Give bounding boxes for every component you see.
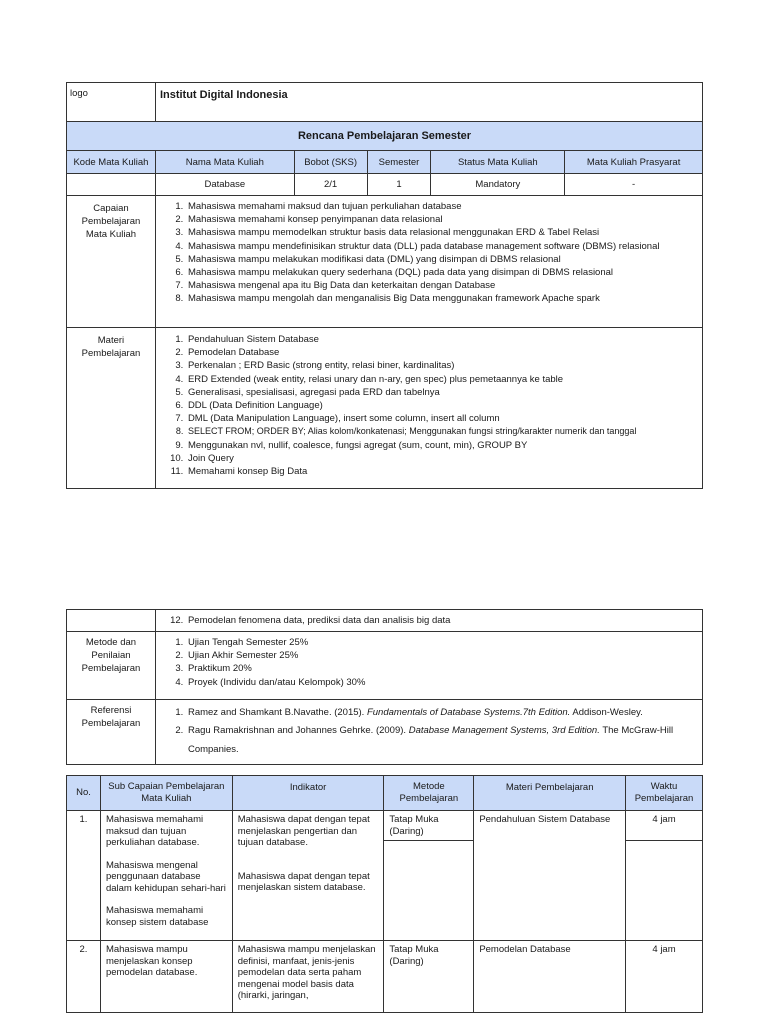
- materi-label: Materi Pembelajaran: [67, 328, 156, 489]
- value-status: Mandatory: [431, 174, 565, 196]
- row2-metode: Tatap Muka (Daring): [384, 941, 474, 1013]
- list-item: 3. Perkenalan ; ERD Basic (strong entity, relasi biner, kardinalitas): [186, 359, 698, 372]
- row2-waktu: 4 jam: [626, 941, 703, 1013]
- metode-content: [155, 632, 702, 700]
- row2-materi: Pemodelan Database: [474, 941, 626, 1013]
- rps-header-table: [66, 82, 703, 489]
- list-item: 2. Ujian Akhir Semester 25%: [186, 649, 698, 662]
- list-item: 8. SELECT FROM; ORDER BY; Alias kolom/konkatenasi; Menggunakan fungsi string/karakter numerik dan tanggal: [186, 425, 698, 438]
- list-item: 8. Mahasiswa mampu mengolah dan menganalisis Big Data menggunakan framework Apache spark: [186, 292, 698, 305]
- list-item: 9. Menggunakan nvl, nullif, coalesce, fungsi agregat (sum, count, min), GROUP BY: [186, 439, 698, 452]
- capaian-label: Capaian Pembelajaran Mata Kuliah: [67, 196, 156, 328]
- institution-name: Institut Digital Indonesia: [155, 83, 702, 122]
- header-no: No.: [67, 776, 101, 811]
- list-item: 5. Mahasiswa mampu melakukan modifikasi data (DML) yang disimpan di DBMS relasional: [186, 253, 698, 266]
- row1-indikator: Mahasiswa dapat dengan tepat menjelaskan pengertian dan tujuan database. Mahasiswa dapat dengan tepat menjelaskan sistem database.: [232, 811, 384, 941]
- list-item: 12. Pemodelan fenomena data, prediksi data dan analisis big data: [186, 614, 698, 627]
- list-item: 7. Mahasiswa mengenal apa itu Big Data dan keterkaitan dengan Database: [186, 279, 698, 292]
- document-title: Rencana Pembelajaran Semester: [67, 122, 703, 151]
- list-item: 7. DML (Data Manipulation Language), insert some column, insert all column: [186, 412, 698, 425]
- row2-sub-capaian: Mahasiswa mampu menjelaskan konsep pemodelan database.: [100, 941, 232, 1013]
- capaian-list: [160, 200, 698, 306]
- list-item: 2. Pemodelan Database: [186, 346, 698, 359]
- schedule-table: [66, 775, 703, 1013]
- logo: logo: [70, 88, 88, 99]
- reference-item: 1. Ramez and Shamkant B.Navathe. (2015). Fundamentals of Database Systems.7th Edition. Addison-Wesley.: [186, 704, 698, 721]
- header-waktu: Waktu Pembelajaran: [626, 776, 703, 811]
- row1-waktu: 4 jam: [626, 811, 703, 841]
- materi-list-continued: [160, 614, 698, 627]
- col-header-prasyarat: Mata Kuliah Prasyarat: [565, 151, 703, 174]
- reference-item: 2. Ragu Ramakrishnan and Johannes Gehrke. (2009). Database Management Systems, 3rd Edition. The McGraw-Hill Companies.: [186, 721, 698, 759]
- list-item: 6. Mahasiswa mampu melakukan query sederhana (DQL) pada data yang disimpan di DBMS relasional: [186, 266, 698, 279]
- value-bobot: 2/1: [294, 174, 367, 196]
- referensi-label: Referensi Pembelajaran: [67, 700, 156, 765]
- row2-indikator: Mahasiswa mampu menjelaskan definisi, manfaat, jenis-jenis pemodelan data serta paham mengenai model basis data (hirarki, jaringan,: [232, 941, 384, 1013]
- value-kode: [67, 174, 156, 196]
- row1-no: 1.: [67, 811, 101, 941]
- list-item: 11. Memahami konsep Big Data: [186, 465, 698, 478]
- col-header-bobot: Bobot (SKS): [294, 151, 367, 174]
- list-item: 2. Mahasiswa memahami konsep penyimpanan data relasional: [186, 213, 698, 226]
- materi-continued: [155, 610, 702, 632]
- list-item: 5. Generalisasi, spesialisasi, agregasi pada ERD dan tabelnya: [186, 386, 698, 399]
- header-metode: Metode Pembelajaran: [384, 776, 474, 811]
- rps-continuation-table: [66, 609, 703, 765]
- referensi-list: [160, 704, 698, 759]
- referensi-content: [155, 700, 702, 765]
- row1-metode: Tatap Muka (Daring): [384, 811, 474, 841]
- materi-content: [155, 328, 702, 489]
- value-semester: 1: [367, 174, 431, 196]
- list-item: 10. Join Query: [186, 452, 698, 465]
- metode-list: [160, 636, 698, 689]
- list-item: 4. Proyek (Individu dan/atau Kelompok) 30%: [186, 676, 698, 689]
- col-header-kode: Kode Mata Kuliah: [67, 151, 156, 174]
- list-item: 1. Ujian Tengah Semester 25%: [186, 636, 698, 649]
- header-sub-capaian: Sub Capaian Pembelajaran Mata Kuliah: [100, 776, 232, 811]
- row1-waktu-empty: [626, 841, 703, 941]
- capaian-content: [155, 196, 702, 328]
- col-header-nama: Nama Mata Kuliah: [155, 151, 294, 174]
- list-item: 6. DDL (Data Definition Language): [186, 399, 698, 412]
- row2-no: 2.: [67, 941, 101, 1013]
- row1-metode-empty: [384, 841, 474, 941]
- value-nama: Database: [155, 174, 294, 196]
- list-item: 1. Mahasiswa memahami maksud dan tujuan perkuliahan database: [186, 200, 698, 213]
- list-item: 1. Pendahuluan Sistem Database: [186, 333, 698, 346]
- col-header-semester: Semester: [367, 151, 431, 174]
- list-item: 4. ERD Extended (weak entity, relasi unary dan n-ary, gen spec) plus pemetaannya ke table: [186, 373, 698, 386]
- list-item: 3. Mahasiswa mampu memodelkan struktur basis data relasional menggunakan ERD & Tabel Relasi: [186, 226, 698, 239]
- header-indikator: Indikator: [232, 776, 384, 811]
- metode-label: Metode dan Penilaian Pembelajaran: [67, 632, 156, 700]
- logo-cell: [67, 83, 156, 122]
- header-materi: Materi Pembelajaran: [474, 776, 626, 811]
- empty-label-cell: [67, 610, 156, 632]
- list-item: 4. Mahasiswa mampu mendefinisikan struktur data (DLL) pada database management software (DBMS) relasional: [186, 240, 698, 253]
- list-item: 3. Praktikum 20%: [186, 662, 698, 675]
- col-header-status: Status Mata Kuliah: [431, 151, 565, 174]
- row1-sub-capaian: Mahasiswa memahami maksud dan tujuan perkuliahan database. Mahasiswa mengenal penggunaan database dalam kehidupan sehari-hari Mahasiswa memahami konsep sistem database: [100, 811, 232, 941]
- row1-materi: Pendahuluan Sistem Database: [474, 811, 626, 941]
- value-prasyarat: -: [565, 174, 703, 196]
- materi-list: [160, 333, 698, 478]
